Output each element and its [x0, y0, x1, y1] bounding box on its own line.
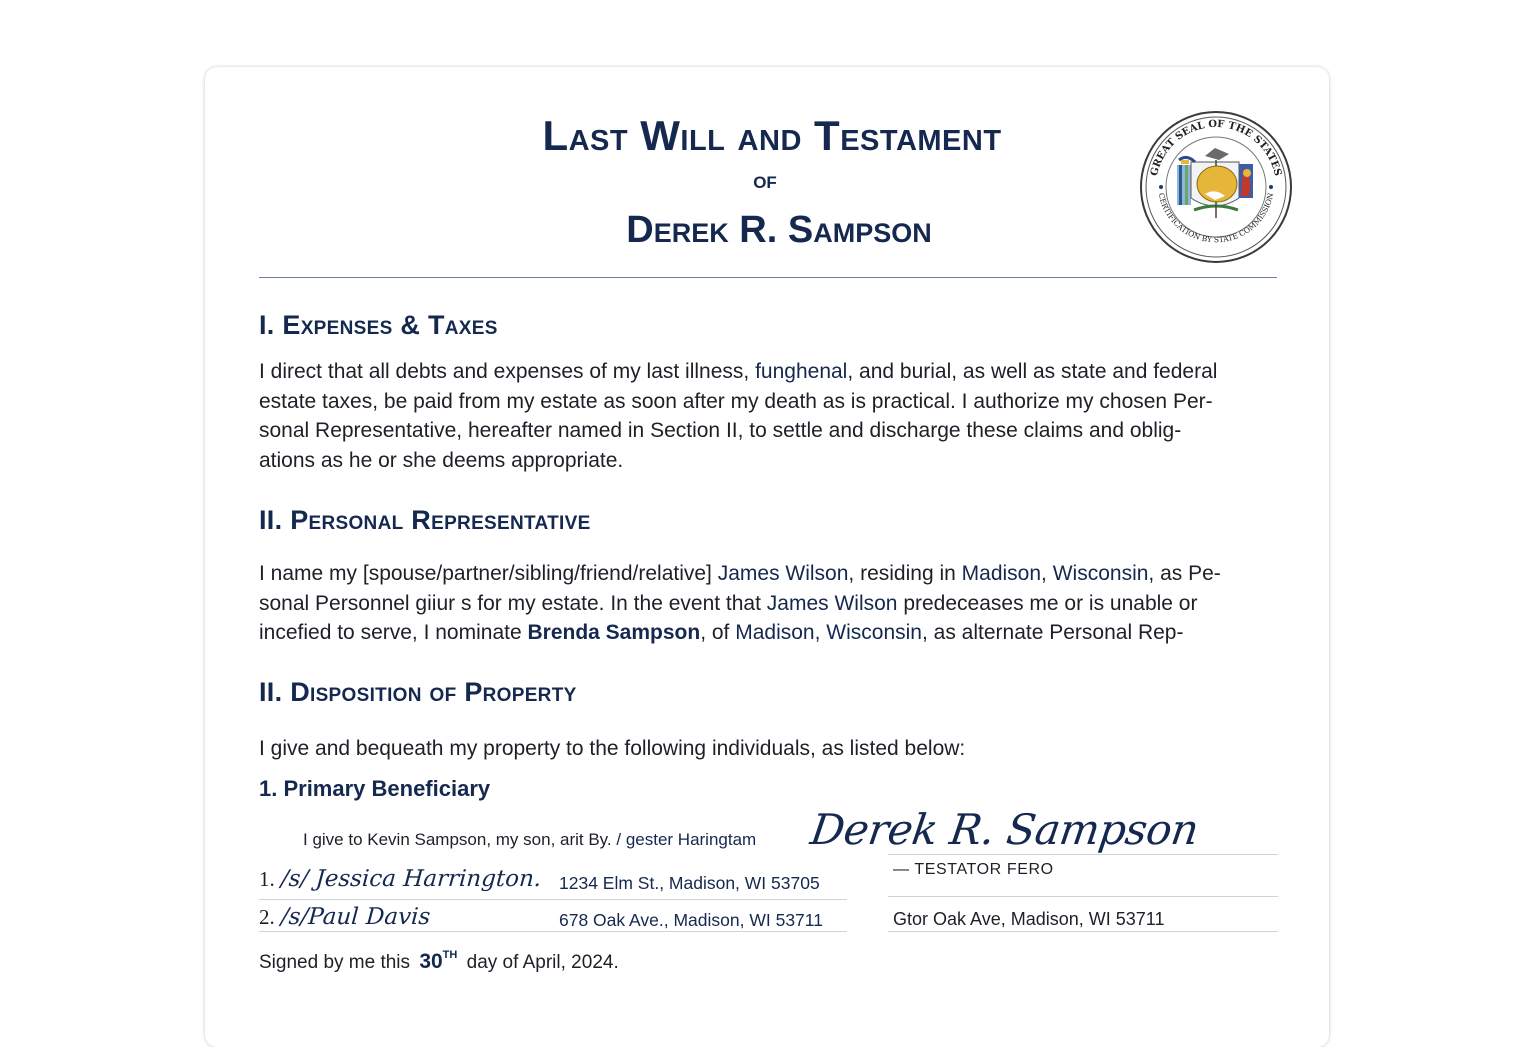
disposition-intro: I give and bequeath my property to the following individuals, as listed below:: [259, 737, 966, 760]
gift-line: I give to Kevin Sampson, my son, arit By. / gester Haringtam: [303, 830, 757, 849]
alternate-representative-name: Brenda Sampson: [527, 621, 701, 644]
section-heading-expenses: I. Expenses & Taxes: [259, 310, 498, 340]
testator-address: Gtor Oak Ave, Madison, WI 53711: [893, 909, 1165, 929]
document-title-of: of: [753, 167, 777, 194]
representative-name: James Wilson: [717, 562, 849, 585]
representative-paragraph: [259, 559, 1293, 648]
witness-1: 1. /s/ Jessica Harrington.: [259, 866, 542, 892]
expenses-paragraph: [259, 357, 1293, 475]
witness-1-rule: [259, 899, 847, 900]
will-document-page: [205, 67, 1329, 1047]
title-divider: [259, 277, 1277, 278]
expenses-line-1: I direct that all debts and expenses of my last illness, funghenal, and burial, as well as state and federal: [259, 360, 1218, 383]
state-seal-icon: [1139, 110, 1293, 264]
signed-day: 30: [419, 950, 443, 973]
witness-2-address: 678 Oak Ave., Madison, WI 53711: [559, 910, 823, 930]
svg-text:GREAT SEAL OF THE STATES: GREAT SEAL OF THE STATES: [1149, 118, 1283, 178]
expenses-line-3: sonal Representative, hereafter named in Section II, to settle and discharge these claims and oblig-: [259, 419, 1182, 442]
testator-name-heading: Derek R. Sampson: [626, 209, 932, 251]
expenses-line-2: estate taxes, be paid from my estate as soon after my death as is practical. I authorize my chosen Per-: [259, 389, 1213, 413]
signature-rule: [888, 896, 1278, 897]
representative-line-3: incefied to serve, I nominate Brenda Sampson, of Madison, Wisconsin, as alternate Personal Rep-: [259, 621, 1184, 644]
witness-2-signature: /s/Paul Davis: [279, 904, 432, 930]
svg-text:CERTIFICATION BY STATE COMMISS: CERTIFICATION BY STATE COMMISSION: [1156, 192, 1276, 245]
testator-address-rule: [888, 931, 1278, 932]
witness-2-rule: [259, 931, 847, 932]
testator-signature-line: [888, 854, 1278, 855]
primary-beneficiary-heading: 1. Primary Beneficiary: [259, 776, 491, 801]
document-title: Last Will and Testament: [542, 112, 1002, 159]
representative-line-1: I name my [spouse/partner/sibling/friend/relative] James Wilson, residing in Madison, Wisconsin, as Pe-: [259, 562, 1221, 585]
witness-2: 2. /s/Paul Davis: [259, 904, 432, 930]
signed-date-line: Signed by me this 30TH day of April, 2024.: [259, 949, 619, 973]
testator-signature: Derek R. Sampson: [807, 805, 1202, 854]
representative-line-2: sonal Personnel giiur s for my estate. In the event that James Wilson predeceases me or is unable or: [259, 591, 1198, 615]
section-heading-personal-representative: II. Personal Representative: [259, 505, 591, 535]
section-heading-disposition: II. Disposition of Property: [259, 677, 577, 707]
testator-label: — TESTATOR FERO: [893, 861, 1054, 878]
witness-1-address: 1234 Elm St., Madison, WI 53705: [559, 873, 820, 893]
witness-1-signature: /s/ Jessica Harrington.: [279, 866, 542, 892]
expenses-line-4: ations as he or she deems appropriate.: [259, 448, 624, 472]
